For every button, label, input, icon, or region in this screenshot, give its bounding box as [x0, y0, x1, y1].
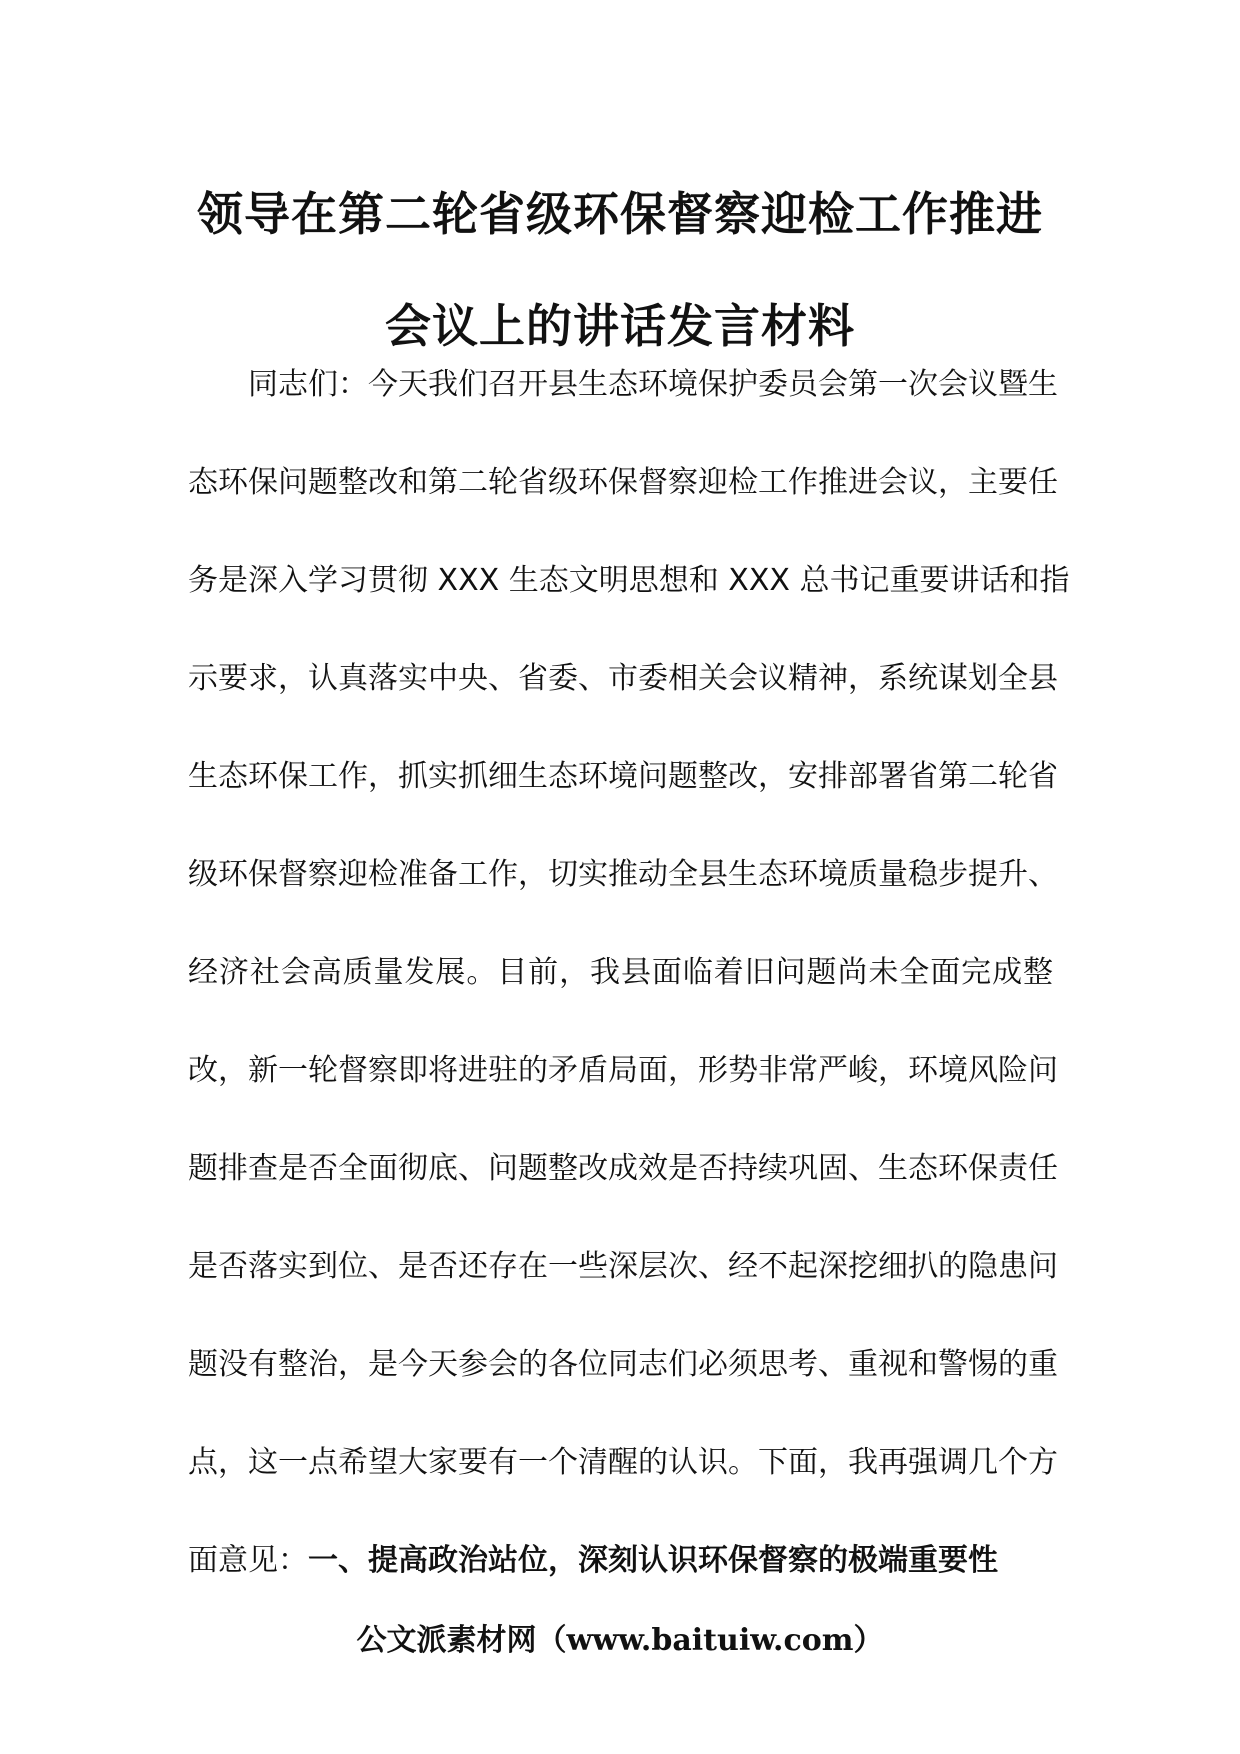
title-line-2: 会议上的讲话发言材料	[385, 299, 855, 353]
last-line-prefix: 面意见：	[188, 1543, 308, 1578]
paragraph-line: 题没有整治，是今天参会的各位同志们必须思考、重视和警惕的重	[188, 1347, 1058, 1382]
paragraph-line: 同志们：今天我们召开县生态环境保护委员会第一次会议暨生	[248, 367, 1058, 402]
paragraph-line: 生态环保工作，抓实抓细生态环境问题整改，安排部署省第二轮省	[188, 759, 1058, 794]
footer-watermark: 公文派素材网（www.baituiw.com）	[356, 1623, 884, 1658]
paragraph-line: 题排查是否全面彻底、问题整改成效是否持续巩固、生态环保责任	[188, 1151, 1058, 1186]
speech-paragraph	[188, 360, 1070, 1634]
paragraph-line: 改，新一轮督察即将进驻的矛盾局面，形势非常严峻，环境风险问	[188, 1053, 1058, 1088]
paragraph-line: 态环保问题整改和第二轮省级环保督察迎检工作推进会议，主要任	[188, 465, 1058, 500]
section-heading-1: 一、提高政治站位，深刻认识环保督察的极端重要性	[308, 1543, 998, 1578]
paragraph-line: 级环保督察迎检准备工作，切实推动全县生态环境质量稳步提升、	[188, 857, 1058, 892]
paragraph-line: 务是深入学习贯彻 XXX 生态文明思想和 XXX 总书记重要讲话和指	[188, 563, 1070, 598]
paragraph-line: 是否落实到位、是否还存在一些深层次、经不起深挖细扒的隐患问	[188, 1249, 1058, 1284]
paragraph-line: 点，这一点希望大家要有一个清醒的认识。下面，我再强调几个方	[188, 1445, 1058, 1480]
paragraph-line: 示要求，认真落实中央、省委、市委相关会议精神，系统谋划全县	[188, 661, 1058, 696]
paragraph-line: 经济社会高质量发展。目前，我县面临着旧问题尚未全面完成整	[188, 955, 1053, 990]
title-line-1: 领导在第二轮省级环保督察迎检工作推进	[197, 187, 1043, 241]
document-title	[185, 158, 1055, 382]
